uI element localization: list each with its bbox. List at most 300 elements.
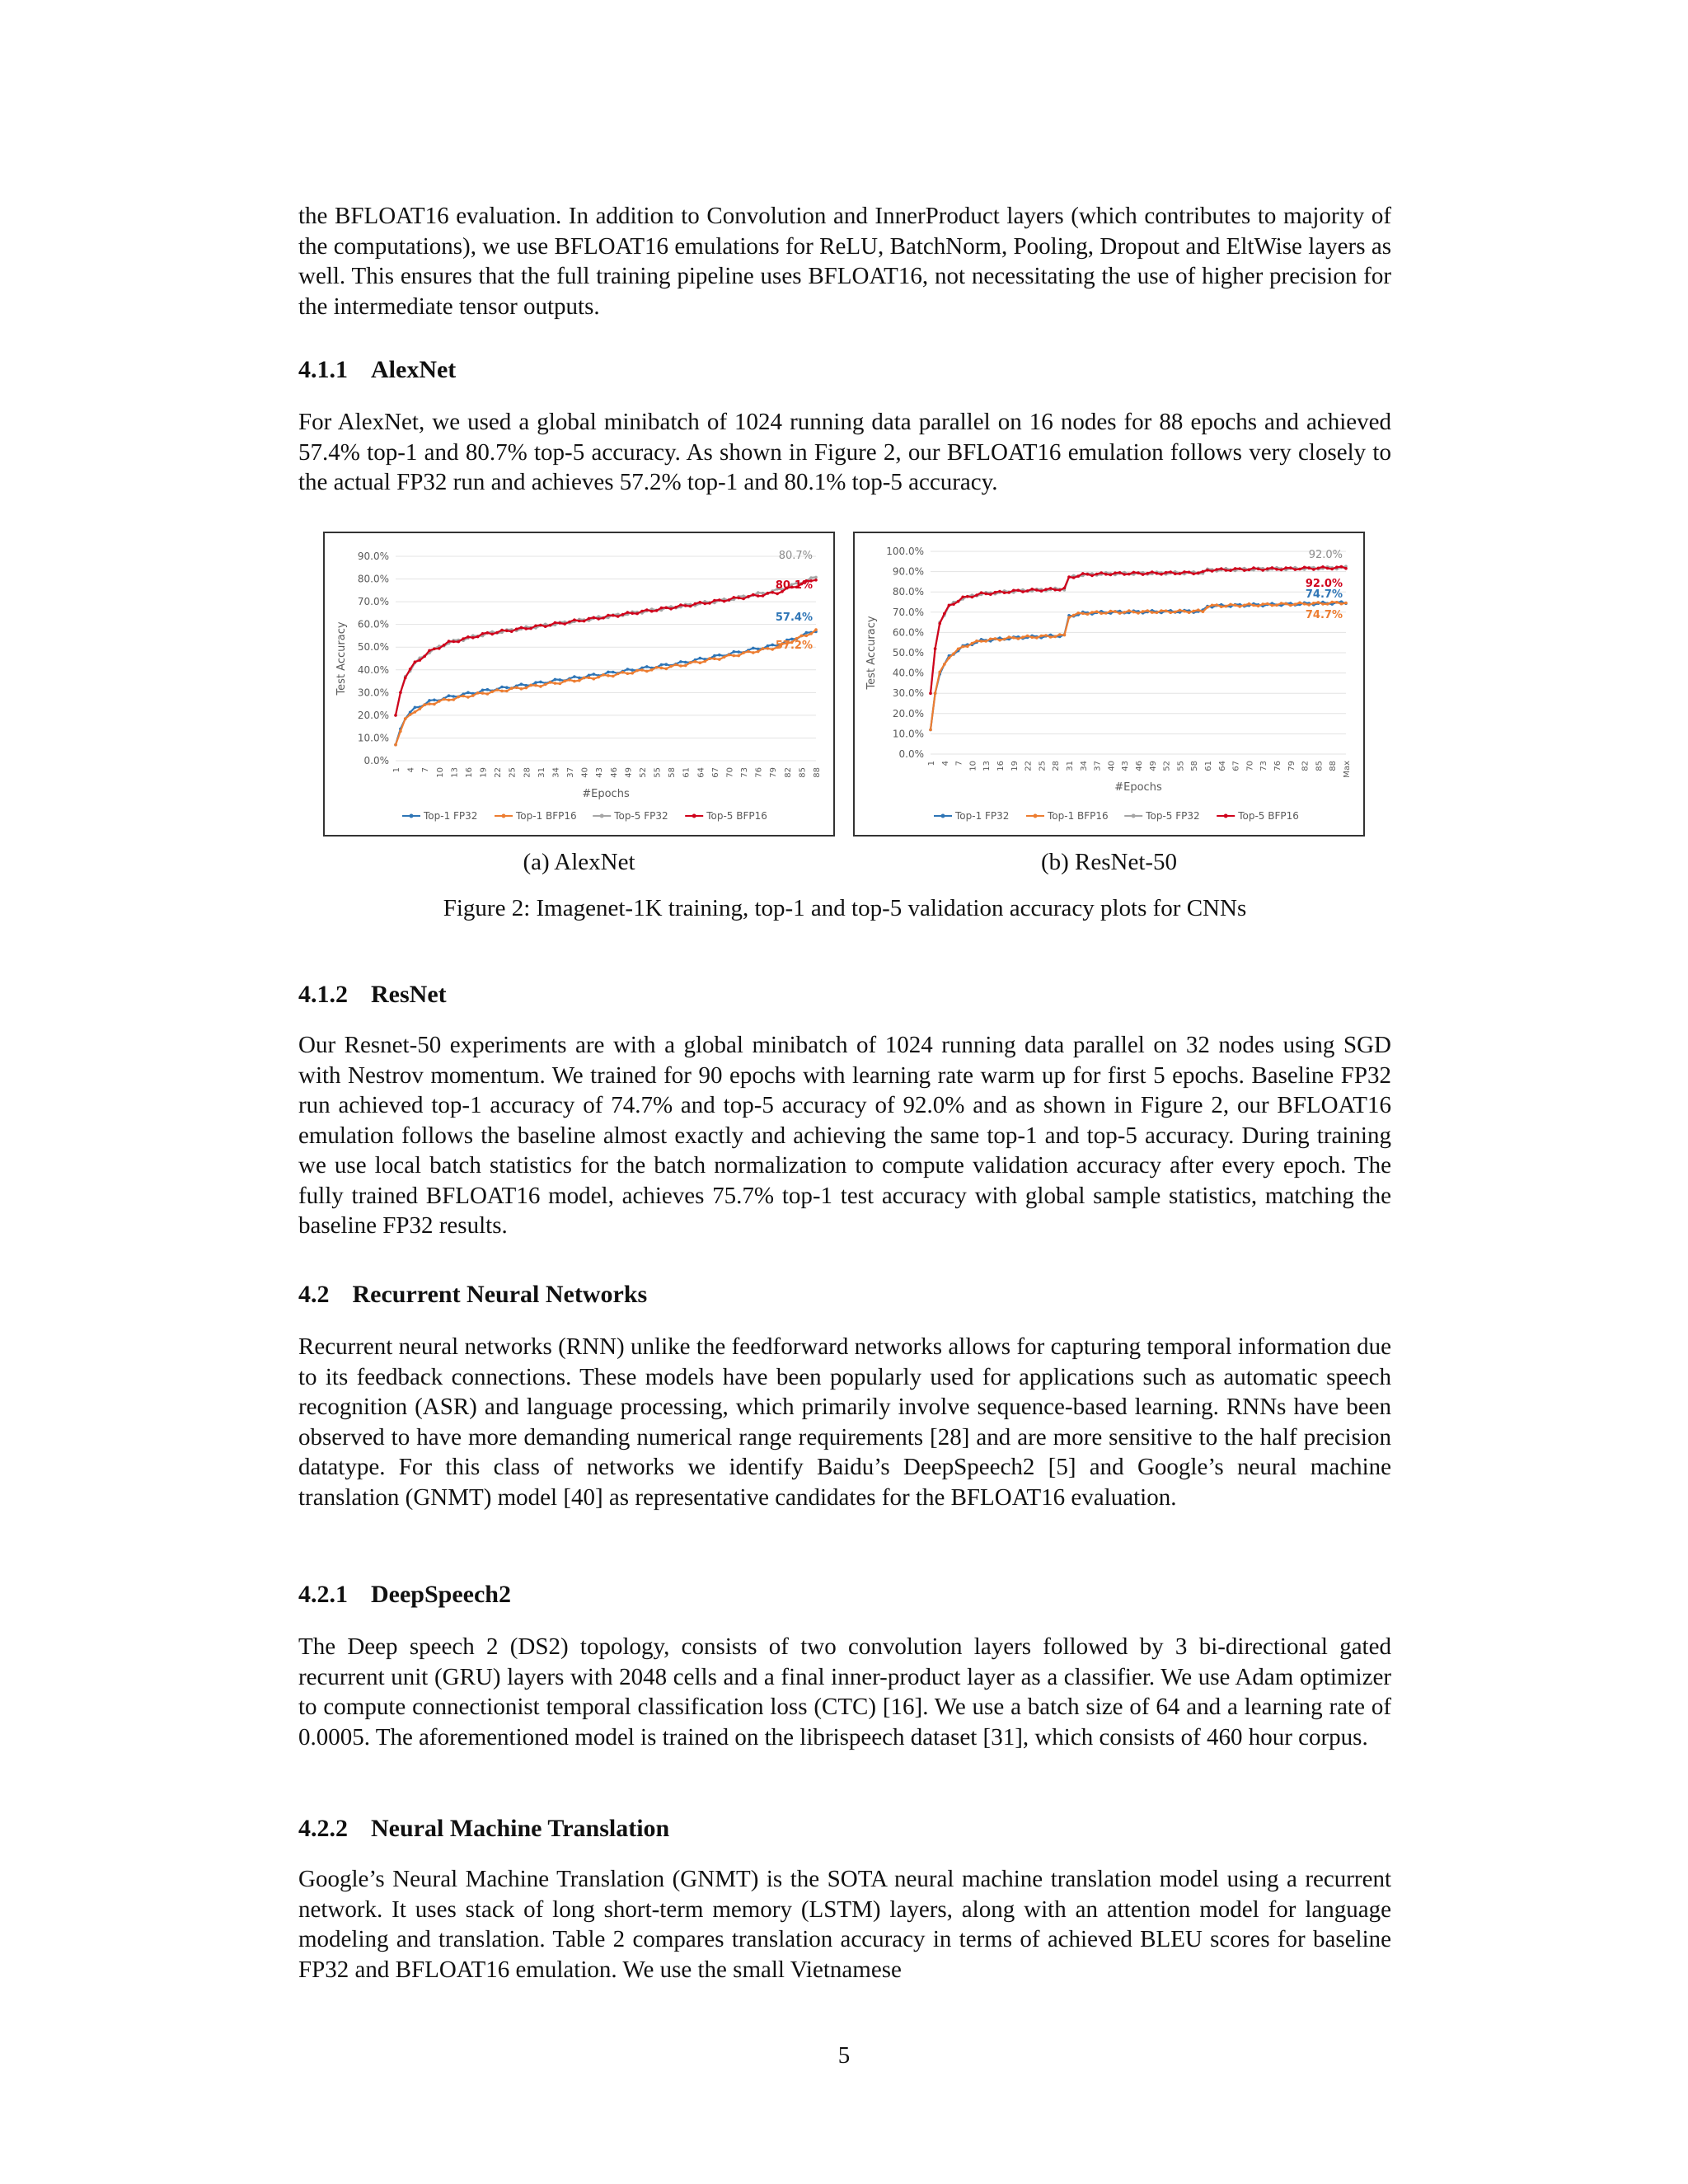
x-tick-label: 64 xyxy=(696,767,706,778)
data-point xyxy=(1156,572,1159,575)
data-point xyxy=(814,628,818,631)
data-point xyxy=(660,667,663,670)
data-point xyxy=(679,660,682,663)
data-point xyxy=(1179,572,1182,575)
data-point xyxy=(471,636,475,640)
data-point xyxy=(486,631,490,635)
data-point xyxy=(544,625,547,628)
data-point xyxy=(984,593,987,596)
x-tick-label: 1 xyxy=(927,761,936,766)
data-point xyxy=(549,681,552,684)
data-point xyxy=(699,661,702,664)
data-point xyxy=(650,610,654,613)
data-point xyxy=(689,661,692,664)
data-point xyxy=(747,650,750,654)
legend-marker xyxy=(1034,814,1038,818)
legend-marker xyxy=(692,814,696,818)
page-number: 5 xyxy=(837,2042,851,2069)
data-point xyxy=(1017,588,1020,592)
data-point xyxy=(814,576,818,579)
data-point xyxy=(733,650,736,654)
data-point xyxy=(1169,570,1172,574)
intro-paragraph: the BFLOAT16 evaluation. In addition to Convolution and InnerProduct layers (which contributes to majority of the computations), we use BFLOAT16 emulations for ReLU, BatchNorm, Pooling, Dropout and EltWise layers as well. This ensures that the full training pipeline uses BFLOAT16, not necessitating the use of higher precision for the intermediate tensor outputs. xyxy=(298,203,1391,320)
data-point xyxy=(490,691,494,694)
data-point xyxy=(1179,609,1182,612)
data-point xyxy=(660,607,663,610)
data-point xyxy=(1104,612,1108,615)
data-point xyxy=(1312,568,1315,571)
data-point xyxy=(994,637,997,640)
data-point xyxy=(1197,608,1200,612)
data-point xyxy=(1215,568,1218,571)
data-point xyxy=(428,649,431,653)
data-point xyxy=(1202,610,1205,613)
data-point xyxy=(1109,610,1113,613)
data-point xyxy=(1012,589,1015,593)
data-point xyxy=(1076,612,1080,615)
x-tick-label: 22 xyxy=(494,767,504,778)
y-tick-label: 50.0% xyxy=(357,641,389,654)
section-number: 4.1.1 xyxy=(298,356,348,383)
data-point xyxy=(607,674,610,677)
data-point xyxy=(1128,573,1131,576)
data-point xyxy=(1021,635,1025,639)
data-point xyxy=(505,690,509,693)
data-point xyxy=(495,688,499,691)
section-number: 4.2.2 xyxy=(298,1815,348,1842)
y-tick-label: 50.0% xyxy=(892,647,924,658)
section-number: 4.2 xyxy=(298,1281,330,1308)
data-point xyxy=(607,614,610,617)
data-point xyxy=(588,617,591,621)
data-label: 92.0% xyxy=(1305,578,1343,590)
data-point xyxy=(952,602,955,606)
x-tick-label: 37 xyxy=(566,767,576,778)
data-point xyxy=(1257,605,1260,608)
x-tick-label: 82 xyxy=(783,767,793,778)
data-point xyxy=(399,729,402,733)
data-point xyxy=(752,647,755,650)
y-tick-label: 0.0% xyxy=(363,755,389,766)
data-point xyxy=(640,610,644,613)
data-point xyxy=(1238,605,1241,608)
data-point xyxy=(1086,573,1090,576)
data-point xyxy=(404,717,407,720)
data-point xyxy=(737,654,740,658)
y-tick-label: 30.0% xyxy=(357,687,389,699)
x-tick-label: 7 xyxy=(954,761,964,766)
data-point xyxy=(1053,635,1057,639)
data-point xyxy=(602,673,605,677)
data-point xyxy=(699,601,702,604)
data-point xyxy=(1266,567,1269,570)
data-point xyxy=(1275,604,1278,607)
y-tick-label: 70.0% xyxy=(892,606,924,618)
data-label: 57.2% xyxy=(775,640,813,652)
series-line-top-5-fp32 xyxy=(396,577,816,715)
legend-label: Top-1 FP32 xyxy=(424,810,478,822)
x-tick-label: 64 xyxy=(1217,761,1227,771)
section-title: ResNet xyxy=(371,981,447,1008)
data-point xyxy=(520,682,523,686)
data-point xyxy=(414,710,417,714)
x-axis-label: #Epochs xyxy=(582,788,630,800)
data-point xyxy=(1035,588,1039,592)
data-point xyxy=(1017,637,1020,640)
data-point xyxy=(534,684,537,687)
data-point xyxy=(1086,612,1090,616)
data-point xyxy=(1132,571,1136,574)
data-point xyxy=(1156,612,1159,615)
data-point xyxy=(980,640,983,643)
data-point xyxy=(1095,610,1099,613)
data-point xyxy=(762,594,765,598)
data-point xyxy=(1128,609,1131,612)
data-point xyxy=(645,665,649,668)
x-tick-label: 70 xyxy=(725,767,735,778)
data-point xyxy=(1118,612,1122,615)
resnet-paragraph: Our Resnet-50 experiments are with a global minibatch of 1024 running data parallel on 32 nodes using SGD with Nestrov momentum. We trained for 90 epochs with learning rate warm up for first 5 epochs. Baseline FP32 run achieved top-1 accuracy of 74.7% and top-5 accuracy of 92.0% and as shown in Figure 2, our BFLOAT16 emulation follows the baseline almost exactly and achieving the same top-1 and top-5 accuracy. During training we use local batch statistics for the batch normalization to compute validation accuracy after every epoch. The fully trained BFLOAT16 model, achieves 75.7% top-1 test accuracy with global sample statistics, matching the baseline FP32 results. xyxy=(298,1032,1391,1239)
x-tick-label: 55 xyxy=(653,767,663,778)
data-point xyxy=(665,668,668,671)
data-point xyxy=(1169,612,1172,615)
data-point xyxy=(1206,569,1209,572)
y-tick-label: 40.0% xyxy=(892,667,924,679)
data-point xyxy=(1330,568,1334,571)
data-point xyxy=(490,633,494,636)
data-point xyxy=(443,698,446,701)
data-point xyxy=(404,677,407,680)
section-title: Recurrent Neural Networks xyxy=(352,1281,648,1308)
data-point xyxy=(443,644,446,647)
data-point xyxy=(500,629,504,632)
data-label: 74.7% xyxy=(1305,588,1343,601)
x-tick-label: 43 xyxy=(1121,761,1131,771)
data-point xyxy=(597,617,600,621)
data-point xyxy=(1188,571,1191,574)
data-point xyxy=(476,635,480,639)
data-point xyxy=(554,682,557,685)
data-point xyxy=(943,612,946,616)
x-tick-label: 40 xyxy=(1107,761,1117,771)
legend-marker xyxy=(941,814,945,818)
data-point xyxy=(1118,571,1122,574)
legend-label: Top-5 FP32 xyxy=(1146,810,1200,822)
data-point xyxy=(737,597,740,600)
data-point xyxy=(428,702,431,705)
data-point xyxy=(800,635,804,638)
data-point xyxy=(814,579,818,582)
data-point xyxy=(1211,604,1214,607)
data-point xyxy=(655,609,659,612)
x-tick-label: 7 xyxy=(421,767,431,773)
data-point xyxy=(621,613,625,616)
data-point xyxy=(742,651,745,654)
data-point xyxy=(476,691,480,695)
data-point xyxy=(539,624,542,627)
x-tick-label: 52 xyxy=(1162,761,1172,771)
data-point xyxy=(467,696,470,699)
y-tick-label: 90.0% xyxy=(892,565,924,578)
rnn-paragraph: Recurrent neural networks (RNN) unlike the feedforward networks allows for capturing temporal information due to its feedback connections. These models have been popularly used for applications such as automatic speech recognition (ASR) and language processing, which primarily involve sequence-based learning. RNNs have been observed to have more demanding numerical range requirements [28] and are more sensitive to the half precision datatype. For this class of networks we identify Baidu’s DeepSpeech2 [5] and Google’s neural machine translation (GNMT) model [40] as representative candidates for the BFLOAT16 evaluation. xyxy=(298,1333,1391,1511)
data-point xyxy=(1321,565,1325,569)
data-point xyxy=(971,642,974,645)
data-point xyxy=(1100,612,1103,615)
y-tick-label: 100.0% xyxy=(886,546,924,557)
data-point xyxy=(934,691,937,695)
data-point xyxy=(457,640,460,644)
section-heading-rnn xyxy=(298,1281,647,1309)
data-point xyxy=(1261,569,1264,572)
section-heading-alexnet xyxy=(298,356,456,384)
x-tick-label: 46 xyxy=(1135,761,1144,771)
data-point xyxy=(399,691,402,695)
legend-label: Top-5 BFP16 xyxy=(706,810,767,822)
data-point xyxy=(1165,571,1168,574)
data-point xyxy=(1294,568,1297,571)
data-point xyxy=(510,687,513,690)
data-point xyxy=(1160,573,1163,576)
data-point xyxy=(998,639,1001,642)
y-tick-label: 10.0% xyxy=(357,732,389,744)
legend-marker xyxy=(502,814,506,818)
x-tick-label: 13 xyxy=(450,767,460,778)
legend-label: Top-1 BFP16 xyxy=(1048,810,1109,822)
chart-alexnet-svg xyxy=(325,533,833,835)
data-point xyxy=(1197,571,1200,574)
x-tick-label: 13 xyxy=(982,761,992,771)
data-point xyxy=(938,671,941,674)
data-point xyxy=(984,640,987,643)
data-point xyxy=(1090,611,1094,614)
x-tick-label: 67 xyxy=(710,767,720,778)
x-tick-label: 40 xyxy=(580,767,590,778)
data-point xyxy=(1220,605,1223,608)
data-point xyxy=(980,591,983,594)
data-point xyxy=(1335,601,1339,604)
data-point xyxy=(409,713,412,716)
data-point xyxy=(929,691,932,695)
x-tick-label: 76 xyxy=(1273,761,1282,771)
data-point xyxy=(559,678,562,682)
data-point xyxy=(621,671,625,674)
data-point xyxy=(433,703,436,706)
data-point xyxy=(966,644,969,648)
data-label: 80.7% xyxy=(778,550,813,562)
data-point xyxy=(689,605,692,608)
data-point xyxy=(1151,611,1154,614)
data-point xyxy=(1040,635,1043,638)
x-tick-label: 34 xyxy=(1079,761,1089,771)
data-point xyxy=(457,696,460,699)
data-label: 92.0% xyxy=(1308,549,1343,561)
data-point xyxy=(438,647,441,650)
data-point xyxy=(635,669,639,673)
data-point xyxy=(612,671,615,674)
x-tick-label: 79 xyxy=(769,767,779,778)
data-point xyxy=(1271,566,1274,569)
x-tick-label: 10 xyxy=(435,767,445,778)
data-point xyxy=(423,655,426,658)
data-point xyxy=(679,603,682,607)
data-point xyxy=(554,678,557,682)
data-point xyxy=(578,679,581,682)
data-point xyxy=(1284,602,1287,606)
data-point xyxy=(694,602,697,606)
series-line-top-1-bfp16 xyxy=(931,602,1346,730)
x-tick-label: 73 xyxy=(1259,761,1269,771)
data-point xyxy=(1340,565,1343,569)
y-tick-label: 90.0% xyxy=(357,551,389,562)
data-point xyxy=(1063,634,1067,637)
data-point xyxy=(1063,587,1067,590)
data-point xyxy=(578,620,581,623)
data-point xyxy=(419,707,422,710)
data-point xyxy=(467,691,470,695)
data-point xyxy=(394,714,397,717)
data-point xyxy=(957,648,960,651)
data-point xyxy=(1188,611,1191,614)
data-point xyxy=(1238,567,1241,570)
section-title: DeepSpeech2 xyxy=(371,1581,511,1608)
data-point xyxy=(1303,602,1306,606)
section-heading-resnet xyxy=(298,981,447,1009)
data-point xyxy=(1261,602,1264,606)
x-tick-label: 43 xyxy=(595,767,605,778)
data-point xyxy=(1151,570,1154,574)
data-point xyxy=(1123,611,1126,614)
data-point xyxy=(1007,635,1010,639)
data-point xyxy=(1003,638,1006,641)
x-tick-label: 82 xyxy=(1301,761,1311,771)
data-point xyxy=(1053,588,1057,592)
data-point xyxy=(1326,567,1329,570)
data-point xyxy=(573,618,576,621)
gnmt-paragraph: Google’s Neural Machine Translation (GNMT) is the SOTA neural machine translation model using a recurrent network. It uses stack of long short-term memory (LSTM) layers, along with an attention model for language modeling and translation. Table 2 compares translation accuracy in terms of achieved BLEU scores for baseline FP32 and BFLOAT16 emulation. We use the small Vietnamese xyxy=(298,1866,1391,1983)
data-point xyxy=(1049,635,1053,639)
data-point xyxy=(563,680,566,683)
data-label: 74.7% xyxy=(1305,609,1343,621)
y-tick-label: 40.0% xyxy=(357,663,389,676)
data-point xyxy=(452,698,456,701)
data-point xyxy=(694,660,697,663)
data-point xyxy=(1007,591,1010,594)
data-point xyxy=(1040,589,1043,593)
data-point xyxy=(752,593,755,597)
data-point xyxy=(534,681,537,684)
x-tick-label: 31 xyxy=(1066,761,1075,771)
data-point xyxy=(929,729,932,732)
data-point xyxy=(1072,576,1076,579)
data-point xyxy=(1202,570,1205,574)
x-tick-label: 52 xyxy=(638,767,648,778)
data-point xyxy=(728,654,731,657)
legend-marker xyxy=(1224,814,1228,818)
data-point xyxy=(684,664,687,668)
data-point xyxy=(448,640,451,643)
x-tick-label: 85 xyxy=(1315,761,1325,771)
x-tick-label: 31 xyxy=(537,767,546,778)
data-point xyxy=(1344,567,1348,570)
data-point xyxy=(414,706,417,710)
data-point xyxy=(568,678,571,682)
data-point xyxy=(1081,572,1085,575)
x-tick-label: 55 xyxy=(1176,761,1186,771)
data-point xyxy=(684,661,687,664)
y-axis-label: Test Accuracy xyxy=(335,621,348,696)
data-point xyxy=(1340,602,1343,606)
data-point xyxy=(771,648,774,651)
x-tick-label: 58 xyxy=(1190,761,1200,771)
data-point xyxy=(948,657,951,660)
data-point xyxy=(1266,602,1269,606)
data-point xyxy=(762,647,765,650)
y-tick-label: 60.0% xyxy=(357,618,389,630)
data-point xyxy=(462,637,465,640)
data-point xyxy=(394,743,397,747)
data-point xyxy=(961,596,964,599)
data-point xyxy=(747,595,750,598)
data-point xyxy=(1344,602,1348,605)
x-tick-label: 16 xyxy=(996,761,1006,771)
chart-resnet50-svg xyxy=(855,533,1363,835)
figure-caption: Figure 2: Imagenet-1K training, top-1 and top-5 validation accuracy plots for CNNs xyxy=(443,895,1247,921)
data-point xyxy=(1257,568,1260,571)
data-point xyxy=(462,695,465,698)
data-point xyxy=(635,612,639,616)
y-tick-label: 30.0% xyxy=(892,687,924,700)
x-tick-label: 67 xyxy=(1231,761,1241,771)
data-point xyxy=(515,628,518,631)
data-point xyxy=(655,666,659,669)
data-point xyxy=(1109,574,1113,577)
data-point xyxy=(948,604,951,607)
data-point xyxy=(757,591,760,594)
x-tick-label: 46 xyxy=(609,767,619,778)
data-point xyxy=(534,625,537,628)
data-point xyxy=(952,652,955,655)
data-point xyxy=(1248,568,1251,571)
data-point xyxy=(703,660,706,663)
x-tick-label: 28 xyxy=(523,767,532,778)
data-point xyxy=(1142,573,1145,576)
data-point xyxy=(1165,609,1168,612)
series-line-top-1-fp32 xyxy=(931,602,1346,729)
y-tick-label: 0.0% xyxy=(898,748,924,760)
x-tick-label: 85 xyxy=(798,767,808,778)
data-point xyxy=(495,631,499,635)
x-tick-label: 22 xyxy=(1024,761,1034,771)
data-point xyxy=(757,594,760,598)
chart-alexnet xyxy=(323,532,835,837)
data-point xyxy=(660,663,663,667)
data-point xyxy=(1280,602,1283,605)
data-point xyxy=(529,627,532,630)
data-point xyxy=(583,677,586,680)
data-point xyxy=(718,598,721,602)
data-point xyxy=(1146,572,1149,575)
data-point xyxy=(1132,611,1136,614)
y-tick-label: 70.0% xyxy=(357,596,389,608)
series-line-top-5-fp32 xyxy=(931,566,1346,693)
series-line-top-5-bfp16 xyxy=(931,567,1346,694)
data-point xyxy=(994,591,997,594)
data-point xyxy=(1058,588,1062,592)
data-point xyxy=(1243,569,1246,572)
data-point xyxy=(1206,606,1209,609)
data-point xyxy=(1284,566,1287,569)
data-point xyxy=(448,694,451,697)
